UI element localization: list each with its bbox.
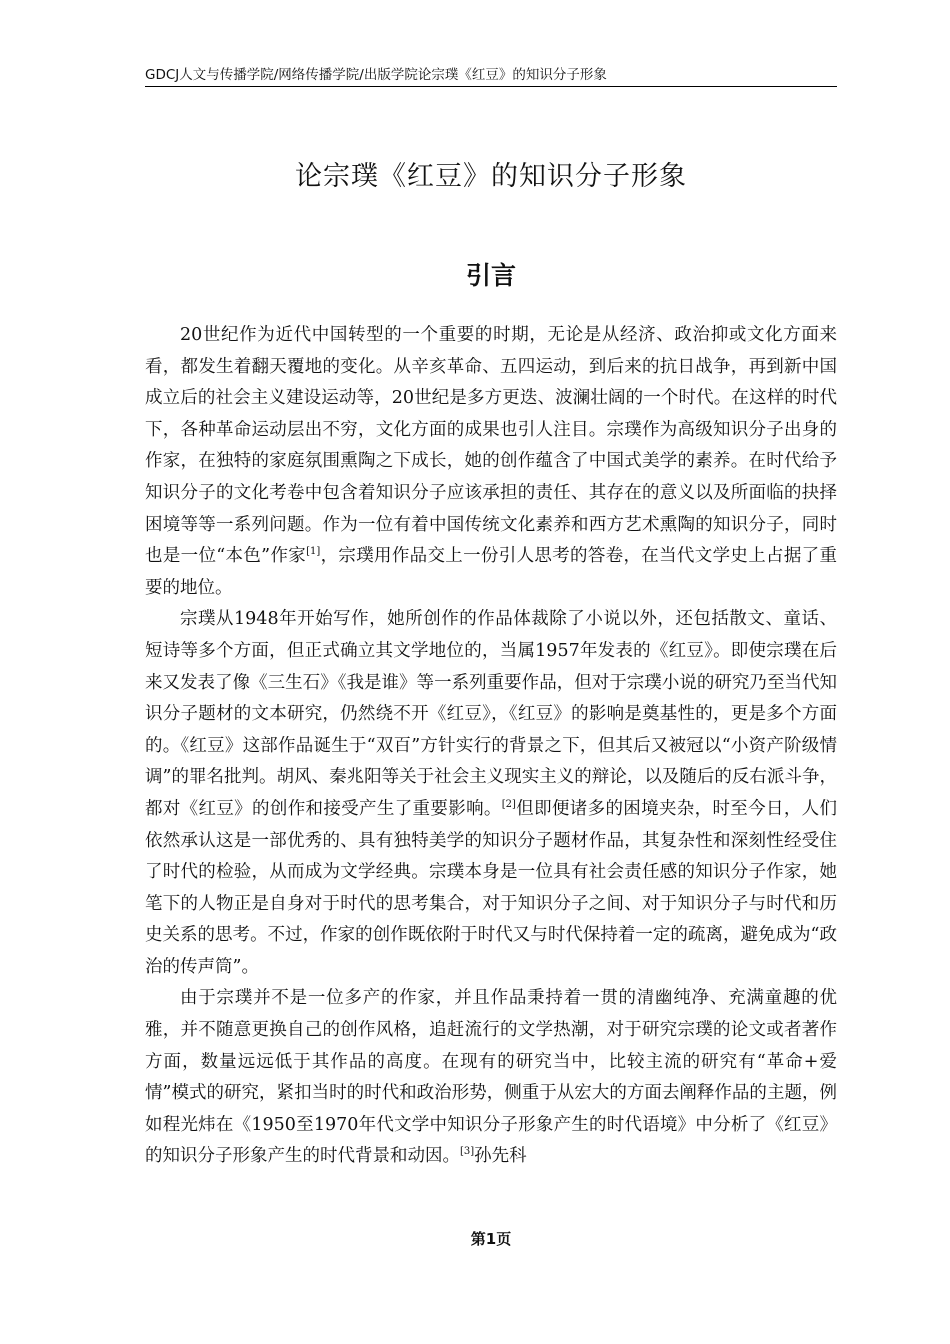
citation-marker: [2] — [501, 798, 516, 810]
running-header: GDCJ人文与传播学院/网络传播学院/出版学院论宗璞《红豆》的知识分子形象 — [145, 66, 837, 87]
paragraph — [145, 983, 837, 1173]
document-title: 论宗璞《红豆》的知识分子形象 — [295, 161, 687, 192]
paragraph-text: 孙先科 — [474, 1146, 527, 1167]
page-number: 第1页 — [470, 1230, 512, 1248]
body-text — [145, 320, 837, 1173]
section-heading: 引言 — [465, 261, 516, 290]
paragraph — [145, 604, 837, 983]
citation-marker: [1] — [306, 546, 321, 558]
paragraph-text: 但即便诸多的困境夹杂，时至今日，人们依然承认这是一部优秀的、具有独特美学的知识分子题材作品，其复杂性和深刻性经受住了时代的检验，从而成为文学经典。宗璞本身是一位具有社会责任感的知识分子作家，她笔下的人物正是自身对于时代的思考集合，对于知识分子之间、对于知识分子与时代和历史关系的思考。不过，作家的创作既依附于时代又与时代保持着一定的疏离，避免成为“政治的传声筒”。 — [145, 798, 837, 977]
paragraph-text: 20世纪作为近代中国转型的一个重要的时期，无论是从经济、政治抑或文化方面来看，都发生着翻天覆地的变化。从辛亥革命、五四运动，到后来的抗日战争，再到新中国成立后的社会主义建设运动等，20世纪是多方更迭、波澜壮阔的一个时代。在这样的时代下，各种革命运动层出不穷，文化方面的成果也引人注目。宗璞作为高级知识分子出身的作家，在独特的家庭氛围熏陶之下成长，她的创作蕴含了中国式美学的素养。在时代给予知识分子的文化考卷中包含着知识分子应该承担的责任、其存在的意义以及所面临的抉择困境等等一系列问题。作为一位有着中国传统文化素养和西方艺术熏陶的知识分子，同时也是一位“本色”作家 — [145, 325, 837, 567]
citation-marker: [3] — [460, 1146, 475, 1158]
paragraph-text: 由于宗璞并不是一位多产的作家，并且作品秉持着一贯的清幽纯净、充满童趣的优雅，并不随意更换自己的创作风格，追赶流行的文学热潮，对于研究宗璞的论文或者著作方面，数量远远低于其作品的高度。在现有的研究当中，比较主流的研究有“革命+爱情”模式的研究，紧扣当时的时代和政治形势，侧重于从宏大的方面去阐释作品的主题，例如程光炜在《1950至1970年代文学中知识分子形象产生的时代语境》中分析了《红豆》的知识分子形象产生的时代背景和动因。 — [145, 988, 837, 1167]
paragraph-text: ，宗璞用作品交上一份引人思考的答卷，在当代文学史上占据了重要的地位。 — [145, 546, 837, 598]
paragraph — [145, 320, 837, 604]
paragraph-text: 宗璞从1948年开始写作，她所创作的作品体裁除了小说以外，还包括散文、童话、短诗等多个方面，但正式确立其文学地位的，当属1957年发表的《红豆》。即使宗璞在后来又发表了像《三生石》《我是谁》等一系列重要作品，但对于宗璞小说的研究乃至当代知识分子题材的文本研究，仍然绕不开《红豆》，《红豆》的影响是奠基性的，更是多个方面的。《红豆》这部作品诞生于“双百”方针实行的背景之下，但其后又被冠以“小资产阶级情调”的罪名批判。胡风、秦兆阳等关于社会主义现实主义的辩论，以及随后的反右派斗争，都对《红豆》的创作和接受产生了重要影响。 — [145, 609, 837, 819]
